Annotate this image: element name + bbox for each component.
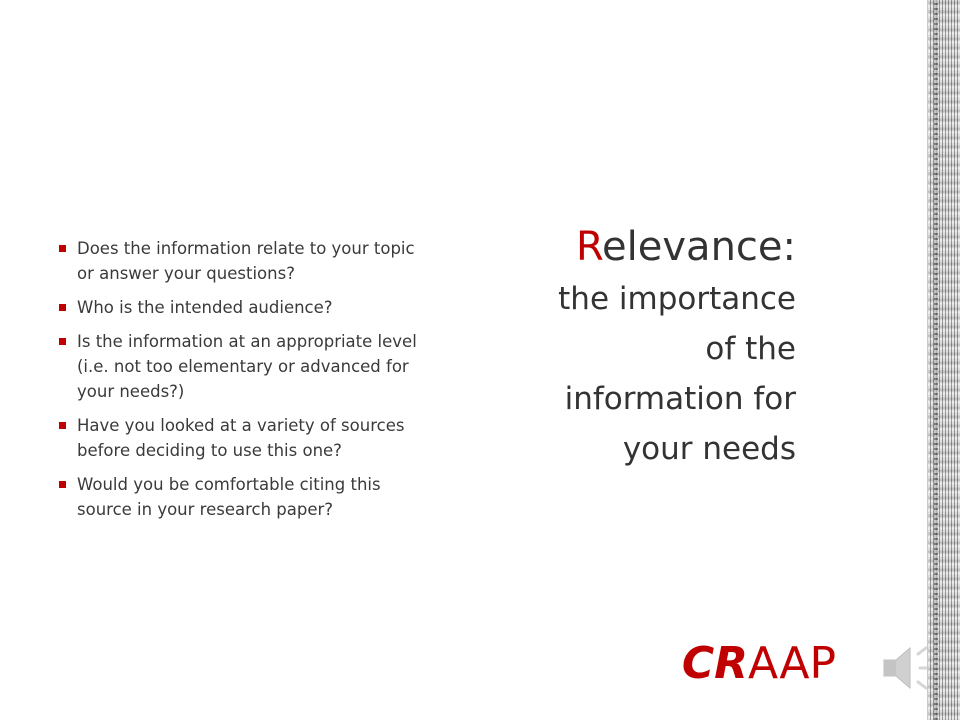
bullet-item — [58, 413, 428, 463]
subtitle-line: information for — [564, 381, 796, 417]
bullet-list — [58, 236, 428, 531]
square-bullet-icon — [59, 338, 66, 345]
bullet-text: Would you be comfortable citing this source in your research paper? — [77, 475, 381, 519]
craap-accent: CR — [681, 638, 749, 689]
bullet-item — [58, 472, 428, 522]
bullet-item — [58, 295, 428, 320]
craap-label — [682, 634, 836, 694]
bullet-text: Is the information at an appropriate level (i.e. not too elementary or advanced for your needs?) — [77, 332, 417, 401]
heading-title — [436, 220, 796, 274]
craap-rest: AAP — [748, 638, 836, 689]
heading-title-rest: elevance: — [602, 224, 796, 270]
square-bullet-icon — [59, 245, 66, 252]
subtitle-line: of the — [705, 331, 796, 367]
bullet-item — [58, 329, 428, 404]
heading-accent-letter: R — [576, 224, 603, 270]
bullet-item — [58, 236, 428, 286]
subtitle-line: your needs — [622, 431, 796, 467]
slide-heading — [436, 220, 796, 474]
square-bullet-icon — [59, 304, 66, 311]
square-bullet-icon — [59, 422, 66, 429]
decorative-edge-strip — [927, 0, 960, 720]
subtitle-line: the importance — [558, 281, 796, 317]
bullet-text: Who is the intended audience? — [77, 298, 333, 317]
square-bullet-icon — [59, 481, 66, 488]
bullet-text: Have you looked at a variety of sources before deciding to use this one? — [77, 416, 405, 460]
bullet-text: Does the information relate to your topic or answer your questions? — [77, 239, 415, 283]
heading-subtitle — [436, 274, 796, 474]
